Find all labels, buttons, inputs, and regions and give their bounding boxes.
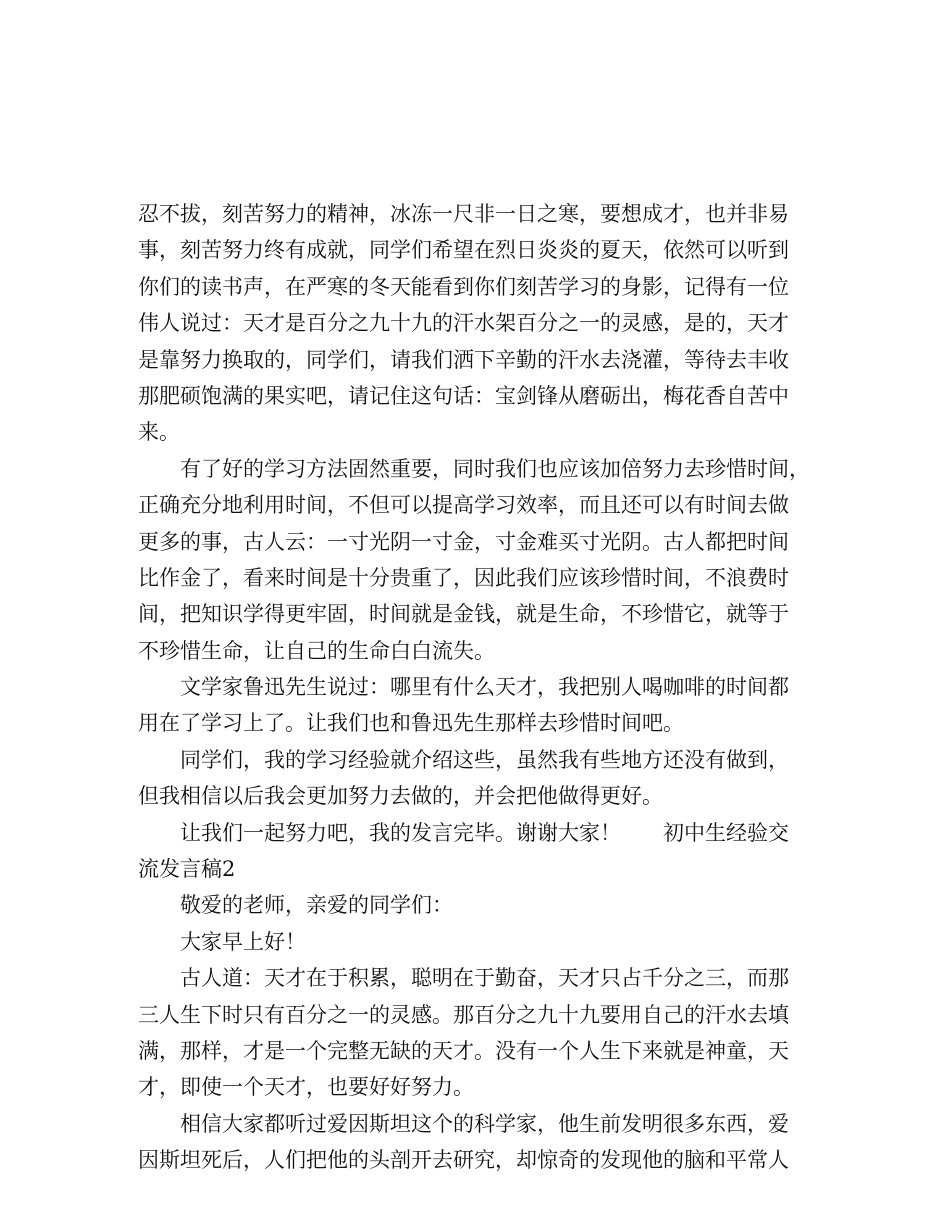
text-line: 因斯坦死后，人们把他的头剖开去研究，却惊奇的发现他的脑和平常人 (138, 1148, 789, 1173)
greeting-line: 大家早上好！ (180, 929, 306, 954)
text-line: 是靠努力换取的，同学们，请我们洒下辛勤的汗水去浇灌，等待去丰收 (138, 347, 789, 372)
text-line: 正确充分地利用时间，不但可以提高学习效率，而且还可以有时间去做 (138, 493, 789, 518)
text-line: 但我相信以后我会更加努力去做的，并会把他做得更好。 (138, 784, 663, 809)
text-line: 才，即使一个天才，也要好好努力。 (138, 1075, 474, 1100)
text-line: 用在了学习上了。让我们也和鲁迅先生那样去珍惜时间吧。 (138, 711, 684, 736)
text-line: 来。 (138, 420, 180, 445)
text-line: 更多的事，古人云：一寸光阴一寸金，寸金难买寸光阴。古人都把时间 (138, 529, 789, 554)
text-line: 那肥硕饱满的果实吧，请记住这句话：宝剑锋从磨砺出，梅花香自苦中 (138, 383, 789, 408)
text-line: 你们的读书声，在严寒的冬天能看到你们刻苦学习的身影，记得有一位 (138, 274, 789, 299)
paragraph-first-line: 让我们一起努力吧，我的发言完毕。谢谢大家！ 初中生经验交 (180, 820, 789, 845)
paragraph-first-line: 有了好的学习方法固然重要，同时我们也应该加倍努力去珍惜时间， (180, 456, 810, 481)
text-line: 比作金了，看来时间是十分贵重了，因此我们应该珍惜时间，不浪费时 (138, 565, 789, 590)
paragraph-first-line: 相信大家都听过爱因斯坦这个的科学家，他生前发明很多东西，爱 (180, 1111, 789, 1136)
text-line: 事，刻苦努力终有成就，同学们希望在烈日炎炎的夏天，依然可以听到 (138, 238, 789, 263)
text-line: 满，那样，才是一个完整无缺的天才。没有一个人生下来就是神童，天 (138, 1038, 789, 1063)
paragraph-first-line: 文学家鲁迅先生说过：哪里有什么天才，我把别人喝咖啡的时间都 (180, 675, 789, 700)
text-line: 不珍惜生命，让自己的生命白白流失。 (138, 638, 495, 663)
salutation-line: 敬爱的老师，亲爱的同学们： (180, 893, 453, 918)
paragraph-first-line: 同学们，我的学习经验就介绍这些，虽然我有些地方还没有做到， (180, 747, 789, 772)
document-body (138, 196, 818, 1179)
text-line: 三人生下时只有百分之一的灵感。那百分之九十九要用自己的汗水去填 (138, 1002, 789, 1027)
text-line: 间，把知识学得更牢固，时间就是金钱，就是生命，不珍惜它，就等于 (138, 602, 789, 627)
text-line: 忍不拔，刻苦努力的精神，冰冻一尺非一日之寒，要想成才，也并非易 (138, 202, 789, 226)
text-line: 伟人说过：天才是百分之九十九的汗水架百分之一的灵感，是的，天才 (138, 311, 789, 336)
section-title-line: 流发言稿2 (138, 857, 236, 882)
paragraph-first-line: 古人道：天才在于积累，聪明在于勤奋，天才只占千分之三，而那 (180, 966, 789, 991)
